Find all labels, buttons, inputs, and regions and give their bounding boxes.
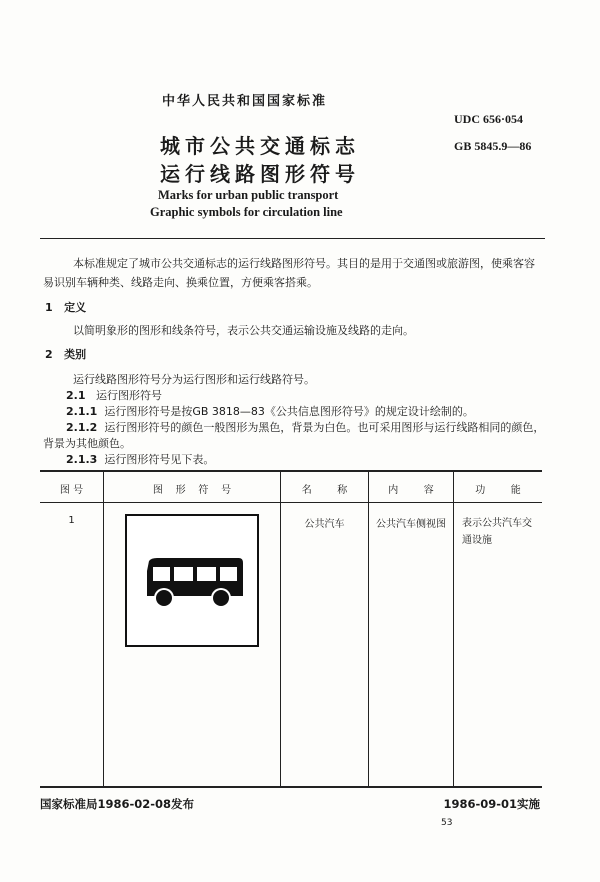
table-top-rule (40, 470, 542, 472)
header-symbol: 图 形 符 号 (152, 485, 232, 496)
section-number: 2.1.2 (66, 421, 98, 434)
gb-number: GB 5845.9—86 (454, 139, 532, 153)
symbol-name: 公共汽车 (304, 519, 345, 530)
intro-line2: 易识别车辆种类、线路走向、换乘位置，方便乘客搭乘。 (43, 276, 318, 289)
national-standard-label: 中华人民共和国国家标准 (162, 94, 328, 109)
section2-text: 运行线路图形符号分为运行图形和运行线路符号。 (73, 373, 315, 386)
title-line2: 运行线路图形符号 (160, 162, 360, 186)
section-2-1-1 (66, 403, 474, 419)
page-number: 53 (441, 818, 453, 828)
header-content: 内 容 (388, 485, 434, 496)
table-bottom-rule (40, 786, 542, 788)
section1-heading (45, 299, 86, 315)
section-2-1-3 (66, 451, 214, 467)
section-text: 运行图形符号见下表。 (104, 453, 215, 466)
section-2-1-2-cont: 背景为其他颜色。 (43, 437, 131, 450)
intro-line1: 本标准规定了城市公共交通标志的运行线路图形符号。其目的是用于交通图或旅游图，使乘客容 (73, 257, 535, 270)
header-function: 功 能 (475, 485, 521, 496)
header-figure-no: 图 号 (59, 485, 84, 496)
section-text: 运行图形符号是按GB 3818—83《公共信息图形符号》的规定设计绘制的。 (104, 405, 474, 418)
effective-date: 1986-09-01实施 (443, 797, 540, 811)
udc-number: UDC 656·054 (454, 112, 523, 126)
section-number: 2 (45, 348, 53, 361)
section-number: 2.1 (66, 389, 86, 402)
section-text: 运行图形符号 (96, 389, 162, 402)
section-title: 类别 (64, 348, 87, 361)
header-name: 名 称 (301, 485, 348, 496)
english-title-line1: Marks for urban public transport (158, 188, 339, 202)
section-number: 2.1.1 (66, 405, 98, 418)
table-header-rule (40, 502, 542, 503)
section1-text: 以简明象形的图形和线条符号，表示公共交通运输设施及线路的走向。 (73, 324, 414, 337)
symbol-content: 公共汽车侧视图 (376, 519, 446, 530)
bus-icon (125, 514, 259, 647)
symbol-function: 表示公共汽车交通设施 (462, 518, 532, 546)
english-title-line2: Graphic symbols for circulation line (150, 205, 343, 219)
section-number: 1 (45, 301, 53, 314)
section-title: 定义 (64, 301, 87, 314)
section2-heading (45, 346, 86, 362)
section-2-1 (66, 387, 162, 403)
figure-no: 1 (68, 515, 75, 526)
column-divider (103, 471, 104, 786)
header-divider (40, 238, 545, 239)
column-divider (453, 471, 454, 786)
section-number: 2.1.3 (66, 453, 98, 466)
section-2-1-2 (66, 419, 544, 435)
issued-date: 国家标准局1986-02-08发布 (40, 797, 195, 811)
section-text: 运行图形符号的颜色一般图形为黑色，背景为白色。也可采用图形与运行线路相同的颜色， (104, 421, 545, 434)
title-line1: 城市公共交通标志 (160, 134, 360, 158)
